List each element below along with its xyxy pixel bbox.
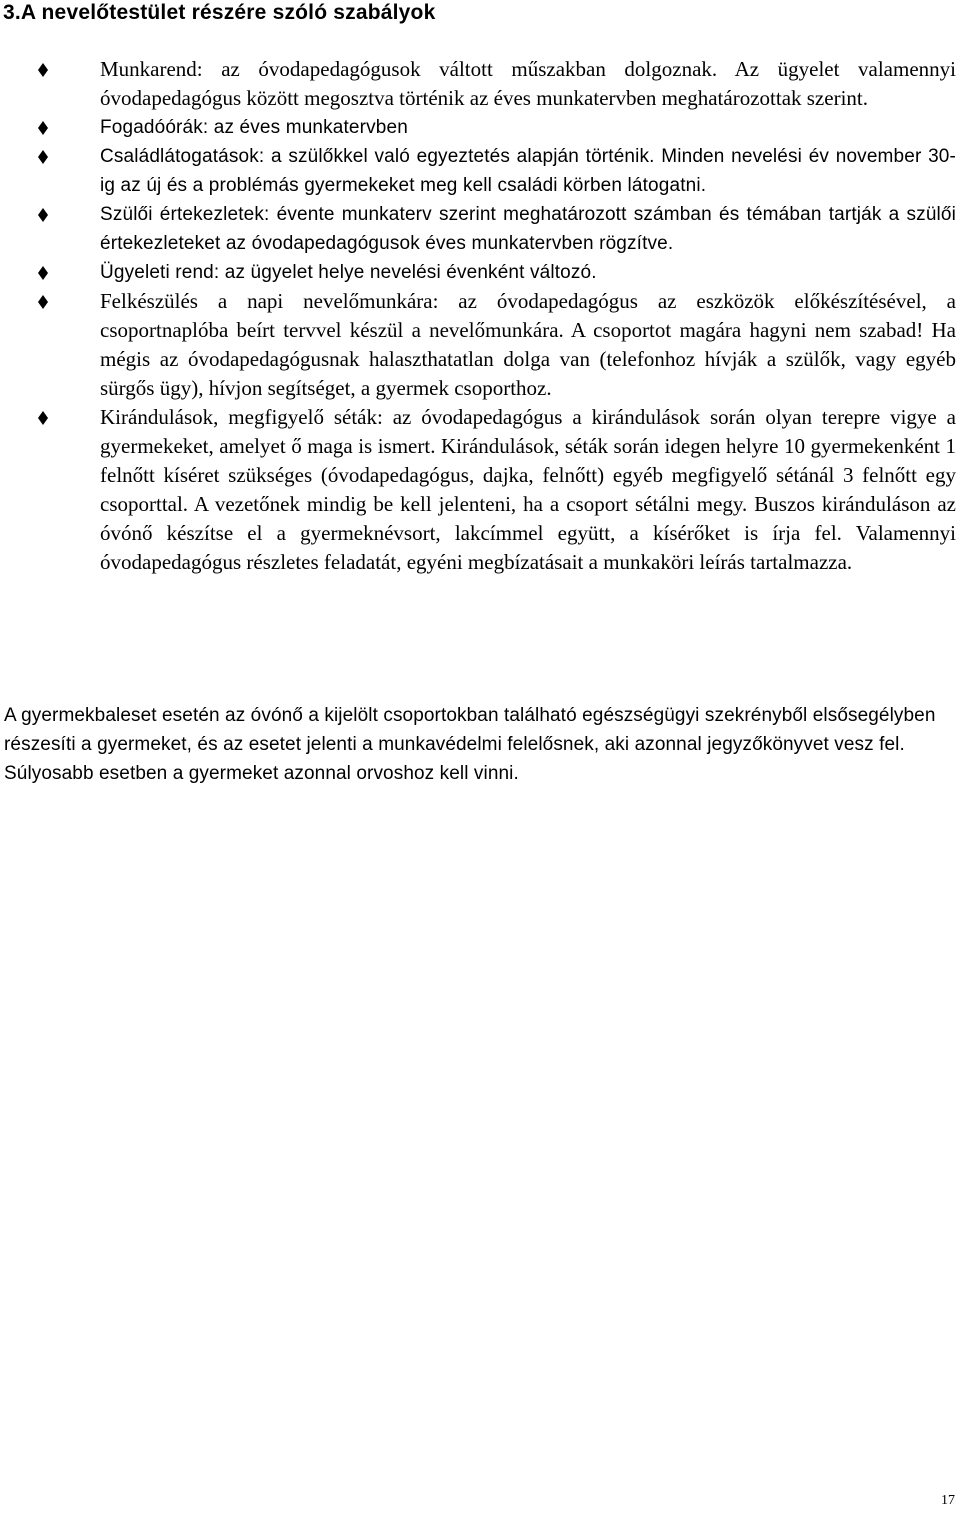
list-item-text: Felkészülés a napi nevelőmunkára: az óvodapedagógus az eszközök előkészítésével, a csoportnaplóba beírt tervvel készül a nevelőmunkára. A csoportot magára hagyni nem szabad! Ha mégis az óvodapedagógusnak halaszthatatlan dolga van (telefonhoz hívják a szülők, vagy egyéb sürgős ügy), hívjon segítséget, a gyermek csoporthoz. bbox=[100, 289, 956, 400]
diamond-bullet-icon bbox=[38, 200, 100, 229]
list-item-ugyeleti-rend bbox=[38, 258, 956, 287]
list-item-text: Kirándulások, megfigyelő séták: az óvodapedagógus a kirándulások során olyan terepre vigye a gyermekeket, amelyet ő maga is ismert. Kirándulások, séták során idegen helyre 10 gyermekenként 1 felnőtt kíséret szükséges (óvodapedagógus, dajka, felnőtt) egyéb megfigyelő sétánál 3 felnőtt egy csoporttal. A vezetőnek mindig be kell jelenteni, ha a csoport sétálni megy. Buszos kiránduláson az óvónő készítse el a gyermeknévsort, lakcímmel együtt, a kísérőket is írja fel. Valamennyi óvodapedagógus részletes feladatát, egyéni megbízatásait a munkaköri leírás tartalmazza. bbox=[100, 405, 956, 574]
list-item-fogadoorak bbox=[38, 113, 956, 142]
list-item-text: Munkarend: az óvodapedagógusok váltott műszakban dolgoznak. Az ügyelet valamennyi óvodapedagógus között megosztva történik az éves munkatervben meghatározottak szerint. bbox=[100, 57, 956, 110]
diamond-bullet-icon bbox=[38, 403, 100, 432]
list-item-text: Ügyeleti rend: az ügyelet helye nevelési évenként változó. bbox=[100, 262, 597, 283]
list-item-felkeszules bbox=[38, 287, 956, 403]
diamond-bullet-icon bbox=[38, 287, 100, 316]
list-item-text: Fogadóórák: az éves munkatervben bbox=[100, 117, 408, 138]
list-item-szuloi-ertekezletek bbox=[38, 200, 956, 258]
section-heading: 3.A nevelőtestület részére szóló szabályok bbox=[3, 1, 436, 24]
diamond-bullet-icon bbox=[38, 55, 100, 84]
list-item-text: Szülői értekezletek: évente munkaterv szerint meghatározott számban és témában tartják a szülői értekezleteket az óvodapedagógusok éves munkatervben rögzítve. bbox=[100, 204, 956, 254]
list-item-csaladlatogatasok bbox=[38, 142, 956, 200]
rules-list bbox=[38, 55, 956, 577]
list-item-kirandulasok bbox=[38, 403, 956, 577]
accident-paragraph: A gyermekbaleset esetén az óvónő a kijelölt csoportokban található egészségügyi szekrényből elsősegélyben részesíti a gyermeket, és az esetet jelenti a munkavédelmi felelősnek, aki azonnal jegyzőkönyvet vesz fel. Súlyosabb esetben a gyermeket azonnal orvoshoz kell vinni. bbox=[4, 705, 936, 784]
list-item-text: Családlátogatások: a szülőkkel való egyeztetés alapján történik. Minden nevelési év november 30-ig az új és a problémás gyermekeket meg kell családi körben látogatni. bbox=[100, 146, 956, 196]
diamond-bullet-icon bbox=[38, 142, 100, 171]
page-number: 17 bbox=[941, 1493, 955, 1508]
diamond-bullet-icon bbox=[38, 258, 100, 287]
list-item-munkarend bbox=[38, 55, 956, 113]
diamond-bullet-icon bbox=[38, 113, 100, 142]
